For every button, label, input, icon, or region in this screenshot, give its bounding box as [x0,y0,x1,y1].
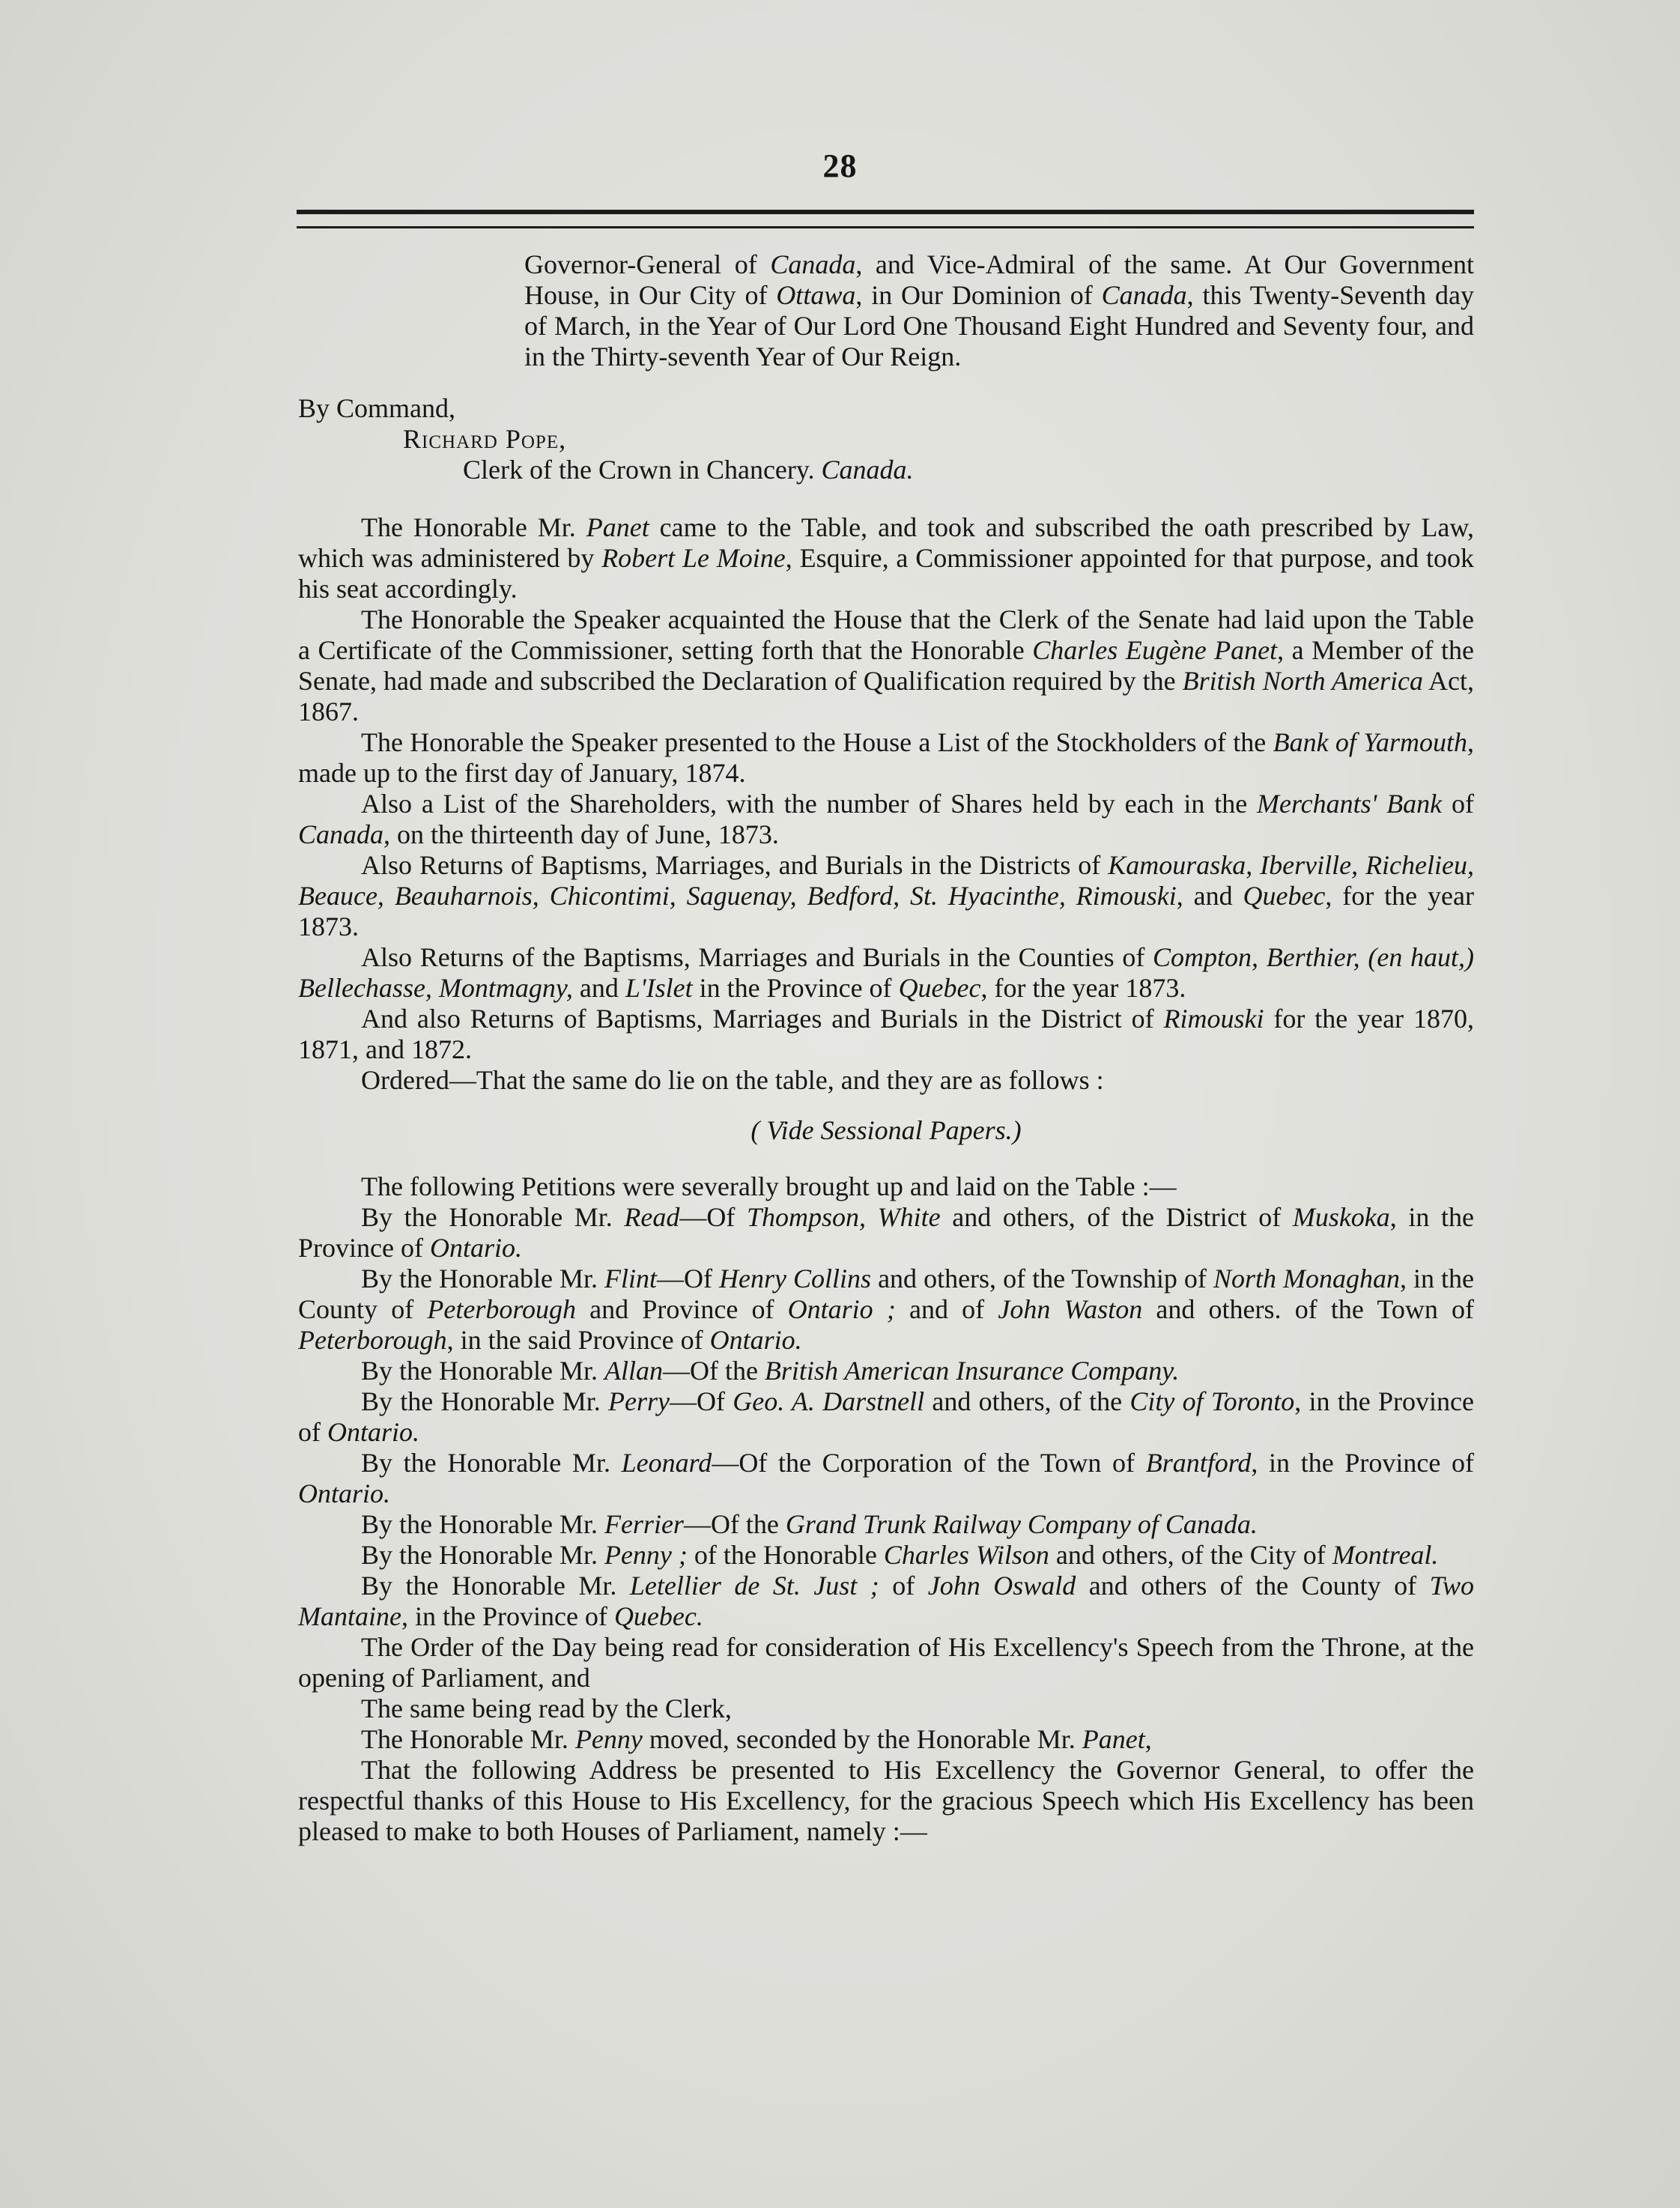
body-text [298,249,1474,1847]
petition-item: By the Honorable Mr. Perry—Of Geo. A. Darstnell and others, of the City of Toronto, in the Province of Ontario. [298,1386,1475,1447]
paragraph-oath: The Honorable Mr. Panet came to the Table, and took and subscribed the oath prescribed by Law, which was administered by Robert Le Moine, Esquire, a Commissioner appointed for that purpose, and took his seat accordingly. [298,512,1474,604]
vide-sessional-papers: ( Vide Sessional Papers.) [750,1115,1022,1145]
paragraph-returns-counties: Also Returns of the Baptisms, Marriages and Burials in the Counties of Compton, Berthier, (en haut,) Bellechasse, Montmagny, and L'Islet in the Province of Quebec, for the year 1873. [298,942,1474,1003]
paragraph-stockholders: The Honorable the Speaker presented to the House a List of the Stockholders of the Bank of Yarmouth, made up to the first day of January, 1874. [298,727,1474,788]
page-number: 28 [822,148,858,184]
petition-item: By the Honorable Mr. Read—Of Thompson, White and others, of the District of Muskoka, in the Province of Ontario. [298,1202,1475,1263]
paragraph-returns-districts: Also Returns of Baptisms, Marriages, and Burials in the Districts of Kamouraska, Iberville, Richelieu, Beauce, Beauharnois, Chicontimi, Saguenay, Bedford, St. Hyacinthe, Rimouski, and Quebec, for the year 1873. [298,850,1474,941]
proclamation-continuation: Governor-General of Canada, and Vice-Admiral of the same. At Our Government House, in Our City of Ottawa, in Our Dominion of Canada, this Twenty-Seventh day of March, in the Year of Our Lord One Thousand Eight Hundred and Seventy four, and in the Thirty-seventh Year of Our Reign. [524,249,1475,371]
paragraph-address: That the following Address be presented to His Excellency the Governor General, to offer the respectful thanks of this House to His Excellency, for the gracious Speech which His Excellency has been pleased to make to both Houses of Parliament, namely :— [298,1755,1474,1846]
paragraph-motion: The Honorable Mr. Penny moved, seconded by the Honorable Mr. Panet, [361,1724,1152,1754]
paragraph-order-of-day: The Order of the Day being read for consideration of His Excellency's Speech from the Throne, at the opening of Parliament, and [298,1632,1474,1693]
signatory-name: Richard Pope, [403,424,566,454]
petition-item: By the Honorable Mr. Allan—Of the British American Insurance Company. [361,1356,1180,1386]
petition-item: By the Honorable Mr. Penny ; of the Honorable Charles Wilson and others, of the City of Montreal. [361,1540,1439,1570]
header-rule-thin [297,226,1474,228]
paragraph-petitions-intro: The following Petitions were severally brought up and laid on the Table :— [361,1171,1177,1201]
paragraph-ordered: Ordered—That the same do lie on the table, and they are as follows : [361,1065,1104,1095]
header-rule-thick [297,210,1474,214]
paragraph-shareholders: Also a List of the Shareholders, with the number of Shares held by each in the Merchants' Bank of Canada, on the thirteenth day of June, 1873. [298,789,1474,849]
petition-item: By the Honorable Mr. Leonard—Of the Corporation of the Town of Brantford, in the Province of Ontario. [298,1448,1474,1508]
petition-item: By the Honorable Mr. Flint—Of Henry Collins and others, of the Township of North Monaghan, in the County of Peterborough and Province of Ontario ; and of John Waston and others. of the Town of Peterborough, in the said Province of Ontario. [298,1264,1475,1355]
petition-item: By the Honorable Mr. Ferrier—Of the Grand Trunk Railway Company of Canada. [361,1509,1258,1539]
by-command: By Command, [298,393,456,423]
paragraph-read-by-clerk: The same being read by the Clerk, [361,1693,732,1723]
signatory-title: Clerk of the Crown in Chancery. Canada. [463,455,914,485]
paragraph-returns-rimouski: And also Returns of Baptisms, Marriages and Burials in the District of Rimouski for the year 1870, 1871, and 1872. [298,1004,1474,1064]
petition-item: By the Honorable Mr. Letellier de St. Just ; of John Oswald and others of the County of Two Mantaine, in the Province of Quebec. [298,1571,1474,1631]
paragraph-certificate: The Honorable the Speaker acquainted the House that the Clerk of the Senate had laid upon the Table a Certificate of the Commissioner, setting forth that the Honorable Charles Eugène Panet, a Member of the Senate, had made and subscribed the Declaration of Qualification required by the British North America Act, 1867. [298,604,1475,727]
